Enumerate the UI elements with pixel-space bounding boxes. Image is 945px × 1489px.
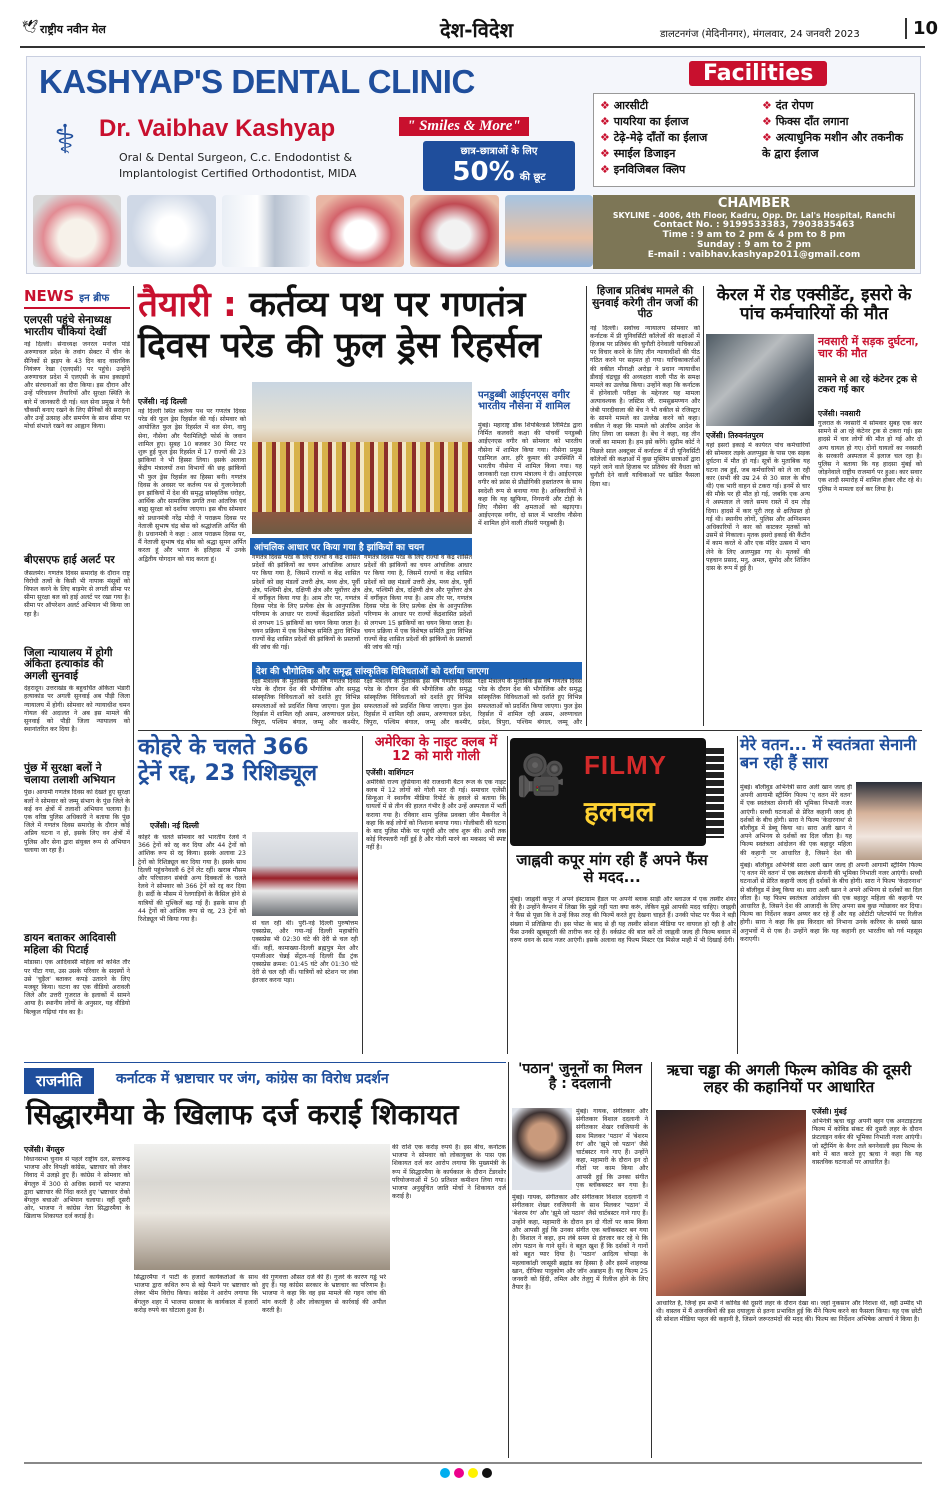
- brief-headline: डायन बताकर आदिवासी महिला की पिटाई: [24, 932, 117, 956]
- lead-body-col4: रक्षा मंत्रालय के मुताबिक इस वर्ष गणतंत्र दिवस परेड के दौरान देश की भौगोलिक और समृद्ध सांस्कृतिक विविधताओं को दर्शाते हुए विभिन्न सफलताओं को प्रदर्शित किया जाएगा। फुल ड्रेस रिहर्सल में शामिल रही असम, अरुणाचल प्रदेश, त्रिपुरा, पश्चिम बंगाल, जम्मू और कश्मीर,: [252, 678, 360, 726]
- tooth-model-photo: [127, 195, 215, 267]
- filmy-banner-title: FILMY: [584, 750, 667, 780]
- navsari-byline: एजेंसी। नवसारी: [818, 409, 861, 418]
- braces-photo: [410, 195, 498, 267]
- news-brief-header: [24, 286, 130, 309]
- facility-item: ❖ अत्याधुनिक मशीन और तकनीक के द्वारा ईलाज: [762, 130, 912, 162]
- lead-body-col3: गणतंत्र दिवस परेड के लिए राज्यों व केंद्र शासित प्रदेशों की झांकियों का चयन आंचलिक आधार पर किया गया है, जिसमें राज्यों व केंद्र शासित प्रदेशों को छह मंडलों उत्तरी क्षेत्र, मध्य क्षेत्र, पूर्वी क्षेत्र, पश्चिमी क्षेत्र, दक्षिणी क्षेत्र और पूर्वोत्तर क्षेत्र में वर्गीकृत किया गया है। आम तौर पर, गणतंत्र दिवस परेड के लिए प्रत्येक क्षेत्र के आनुपातिक परिणाम के आधार पर राज्यों केंद्रशासित प्रदेशों से लगभग 15 झांकियों का चयन किया जाता है। चयन प्रक्रिया में एक विशेषज्ञ समिति द्वारा विभिन्न राज्यों केंद्र शासित प्रदेशों की झांकियों के प्रस्तावों की जांच की गई।: [364, 554, 472, 652]
- brief-item: [24, 763, 130, 929]
- accident-photo: [706, 334, 814, 426]
- sara-story: [740, 736, 922, 1054]
- magenta-dot-icon: [454, 1468, 464, 1478]
- qualification-line2: Implantologist Certified Orthodontist, MIDA: [119, 167, 357, 180]
- pathaan-body: मुंबई। गायक, संगीतकार और संगीतकार विशाल ददलानी ने संगीतकार शेखर रवजियानी के साथ मिलकर 'पठान' में 'बेशरम रंग' और 'झूमे जो पठान' जैसे चार्टबस्टर गाने गाए हैं। उन्होंने कहा, महामारी के दौरान इन दो गीतों पर काम किया और आपसी हुई कि उनका संगीत एक ब्लॉकबस्टर बन गया है। विशाल ने कहा, हम लंबे समय से इंतजार कर रहे थे कि लोग पठान के गाने सुनें। वे बहुत खुश हैं कि दर्शकों ने गानों को बहुत प्यार दिया है। 'पठान' आदित्य चोपड़ा के महत्वाकांक्षी जासूसी ब्रह्मांड का हिस्सा है और इसमें शाहरुख खान, दीपिका पादुकोण और जॉन अब्राहम हैं। यह फिल्म 25 जनवरी को हिंदी, तमिल और तेलुगु में रिलीज होने के लिए तैयार है।: [512, 1194, 648, 1292]
- chamber-title: CHAMBER: [717, 196, 791, 211]
- pathaan-headline: 'पठान' जुनूनों का मिलन है : ददलानी: [518, 1061, 642, 1093]
- dental-photo-strip: [33, 195, 593, 267]
- news-label: NEWS: [24, 287, 75, 305]
- richa-body-col1: अभिनेत्री ऋचा चड्ढा अपनी बहन एक अनटाइटल्ड फिल्म में कोविड संकट की दूसरी लहर के दौरान फ्रंटलाइन वर्कर की भूमिका निभाती नजर आएंगी। जो स्ट्रीमिंग के बैनर तले बननेवाली इस फिल्म के बारे में बात करते हुए ऋचा ने कहा कि यह वास्तविक घटनाओं पर आधारित है।: [812, 1118, 922, 1167]
- brief-body: नई दिल्ली। सेनाध्यक्ष जनरल मनोज पांडे अरुणाचल प्रदेश के तवांग सेक्टर में चीन के सैनिकों से झड़प के 43 दिन बाद वास्तविक नियंत्रण रेखा (एलएसी) पर पहुंचे। उन्होंने अरुणाचल प्रदेश में एलएसी के साथ इकाइयों और संरचनाओं का दौरा किया। इस दौरान और उन्हें परिचालन तैयारियों और सुरक्षा स्थिति के बारे में जानकारी दी गई। थल सेना प्रमुख ने पैनी चौकसी बनाए रखने के लिए सैनिकों की सराहना और उन्हें उत्साह और समर्पण के साथ सीमा पर मोर्चा संभाले रखने का आह्वान किया।: [24, 341, 130, 431]
- politics-body-col1: विधानसभा चुनाव से पहले राष्ट्रीय दल, सत्तारूढ़ भाजपा और विपक्षी कांग्रेस, भ्रष्टाचार को लेकर विवाद में उलझे हुए हैं। कांग्रेस ने सोमवार को बेंगलुरु में 300 से अधिक स्थानों पर भाजपा द्वारा भ्रष्टाचार की निंदा करते हुए 'भ्रष्टाचार रोको बेंगलुरु बचाओ' अभियान चलाया। वहीं दूसरी ओर, भाजपा ने कांग्रेस नेता सिद्धारमैया के खिलाफ शिकायत दर्ज कराई है।: [24, 1156, 130, 1221]
- filmy-banner-subtitle: हलचल: [584, 795, 655, 828]
- fog-byline: एजेंसी। नई दिल्ली: [150, 821, 199, 830]
- fog-body-col1: कोहरे के चलते सोमवार को भारतीय रेलवे ने 366 ट्रेनों को रद्द कर दिया और 44 ट्रेनों को आंशिक रूप से रद्द किया। इसके अलावा 23 ट्रेनों को रिशिड्यूल कर दिया गया है। इसके साथ दिल्ली पहुंचनेवाली 6 ट्रेनें लेट रहीं। खराब मौसम और परिचालन संबंधी अन्य दिक्कतों के चलते रेलवे ने सोमवार को 366 ट्रेनें को रद्द कर दिया है। सर्दी के मौसम में रेलगाड़ियों के कैंसिल होने से यात्रियों की मुश्किलें बढ़ गई हैं। इसके साथ ही 44 ट्रेनों को आंशिक रूप से रद्द, 23 ट्रेनों को रिशेड्यूल भी किया गया है।: [138, 834, 246, 924]
- lead-title-part1: कर्तव्य पथ पर गणतंत्र: [249, 285, 526, 325]
- fog-headline-line1: कोहरे के चलते 366: [138, 735, 309, 760]
- politics-kicker: कर्नाटक में भ्रष्टाचार पर जंग, कांग्रेस का विरोध प्रदर्शन: [116, 1071, 389, 1087]
- dentures-photo: [33, 195, 121, 267]
- chamber-contact: Contact No. : 9199533383, 7903835463: [653, 220, 855, 230]
- offer-percent: 50%: [452, 157, 515, 187]
- lead-byline: एजेंसी। नई दिल्ली: [138, 397, 187, 406]
- lead-story: [138, 286, 582, 726]
- dental-clinic-ad: [26, 56, 921, 274]
- cyan-dot-icon: [440, 1468, 450, 1478]
- parade-photo: [252, 382, 472, 534]
- politics-byline: एजेंसी। बेंगलुरु: [24, 1145, 65, 1154]
- sara-photo: [856, 782, 922, 860]
- chamber-address: SKYLINE - 4006, 4th Floor, Kadru, Opp. Dr. Lal's Hospital, Ranchi: [612, 211, 896, 220]
- lead-headline-line1: [138, 286, 582, 325]
- bird-logo-icon: 🕊: [22, 20, 39, 35]
- facilities-box: [593, 93, 915, 187]
- smile-photo: [316, 195, 404, 267]
- submarine-body: मुंबई। महाराष्ट्र डॉक शिपबिल्डर्स लिमिटेड द्वारा निर्मित कलवरी कक्षा की पांचवीं पनडुब्बी आईएनएस वगीर को सोमवार को भारतीय नौसेना में शामिल किया गया। नौसेना प्रमुख एडमिरल आर. हरि कुमार की उपस्थिति में भारतीय नौसेना में शामिल किया गया। यह जानकारी रक्षा राज्य मंत्रालय ने दी। आईएनएस वगीर को फ्रांस से प्रौद्योगिकी हस्तांतरण के साथ स्वदेशी रूप से बनाया गया है। अधिकारियों ने कहा कि यह खुफिया, निगरानी और टोही के लिए नौसेना की क्षमताओं को बढ़ाएगा। आईएनएस वगीर, दो साल में भारतीय नौसेना में शामिल होने वाली तीसरी पनडुब्बी है।: [478, 422, 582, 528]
- column-divider: [508, 1062, 509, 1458]
- facility-item: ❖ टेढ़े-मेढ़े दाँतों का ईलाज: [600, 130, 760, 146]
- lead-subhead-1: आंचलिक आधार पर किया गया है झांकियों का चयन: [250, 538, 472, 555]
- kerala-headline: केरल में रोड एक्सीडेंट, इसरो के पांच कर्मचारियों की मौत: [716, 285, 912, 324]
- sara-body-top: मुंबई। बॉलीवुड अभिनेत्री सारा अली खान जल्द ही अपनी आगामी स्ट्रीमिंग फिल्म 'ए वतन मेरे वतन' में एक स्वतंत्रता सेनानी की भूमिका निभाती नजर आएंगी। सच्ची घटनाओं से प्रेरित कहानी जल्द ही दर्शकों के बीच होगी। सारा ने फिल्म 'केदारनाथ' से बॉलीवुड में डेब्यू किया था। सारा अली खान ने अपने अभिनय से दर्शकों का दिल जीता है। यह फिल्म स्वतंत्रता आंदोलन की एक बहादुर महिला की कहानी पर आधारित है, जिसने देश की: [740, 784, 852, 857]
- clinic-name: KASHYAP'S DENTAL CLINIC: [39, 63, 475, 100]
- film-projector-icon: 🎥: [516, 753, 566, 799]
- facility-item: ❖ आरसीटी: [600, 98, 760, 114]
- footer-rule: [24, 1462, 922, 1464]
- implant-photo: [222, 195, 310, 267]
- hijab-story: [590, 286, 700, 726]
- offer-suffix: की छूट: [519, 172, 546, 183]
- dateline: डालटनगंज (मेदिनीनगर), मंगलवार, 24 जनवरी 2023: [660, 29, 860, 40]
- politics-label: राजनीति: [24, 1068, 94, 1094]
- navsari-kicker: सामने से आ रहे कंटेनर ट्रक से टकरा गई कार: [818, 375, 917, 395]
- lead-subhead-2: देश की भौगोलिक और समृद्ध सांस्कृतिक विविधताओं को दर्शाया जाएगा: [252, 662, 582, 679]
- film-reel-strip: [706, 748, 724, 838]
- brief-item: [24, 555, 130, 644]
- page-number: 10: [905, 18, 938, 39]
- brief-headline: जिला न्यायालय में होगी अंकिता हत्याकांड की अगली सुनवाई: [24, 646, 113, 682]
- lead-body-col2: गणतंत्र दिवस परेड के लिए राज्यों व केंद्र शासित प्रदेशों की झांकियों का चयन आंचलिक आधार पर किया गया है, जिसमें राज्यों व केंद्र शासित प्रदेशों को छह मंडलों उत्तरी क्षेत्र, मध्य क्षेत्र, पूर्वी क्षेत्र, पश्चिमी क्षेत्र, दक्षिणी क्षेत्र और पूर्वोत्तर क्षेत्र में वर्गीकृत किया गया है। आम तौर पर, गणतंत्र दिवस परेड के लिए प्रत्येक क्षेत्र के आनुपातिक परिणाम के आधार पर राज्यों केंद्रशासित प्रदेशों से लगभग 15 झांकियों का चयन किया जाता है। चयन प्रक्रिया में एक विशेषज्ञ समिति द्वारा विभिन्न राज्यों केंद्र शासित प्रदेशों की झांकियों के प्रस्तावों की जांच की गई।: [252, 554, 360, 652]
- fog-body-col2: से चल रही थीं। पुरी-नई दिल्ली पुरुषोत्तम एक्सप्रेस, और गया-नई दिल्ली महाबोधि एक्सप्रेस भी 02:30 घंटे की देरी से चल रही थीं। वहीं, कामाख्या-दिल्ली ब्रह्मपुत्र मेल और एमजीआर चेन्नई सेंट्रल-नई दिल्ली ग्रैंड ट्रंक एक्सप्रेस क्रमश: 01:45 घंटे और 01:30 घंटे देरी से चल रही थीं। यात्रियों को स्टेशन पर लंबा इंतजार करना पड़ा।: [252, 920, 358, 985]
- horizontal-rule: [138, 730, 922, 731]
- navsari-body: गुजरात के नवसारी में सोमवार सुबह एक कार सामने से आ रहे कंटेनर ट्रक से टकरा गई। इस हादसे में चार लोगों की मौत हो गई और दो अन्य घायल हो गए। दोनों घायलों का नवसारी के सरकारी अस्पताल में इलाज चल रहा है। पुलिस ने बताया कि यह हादसा मुंबई को जोड़नेवाले राष्ट्रीय राजमार्ग पर हुआ। कार सवार एक शादी समारोह में शामिल होकर लौट रहे थे। पुलिस ने मामला दर्ज कर लिया है।: [818, 420, 922, 493]
- parade-rows: [252, 442, 472, 512]
- protest-photo: [134, 1144, 390, 1270]
- kerala-story: [706, 286, 922, 726]
- politics-top-rule: [24, 1062, 506, 1063]
- brief-body: मोडासा। एक आदिवासी महिला को कथित तौर पर पीटा गया, उस उसके परिवार के सदस्यों ने उसे 'चुड़ैल' बताकर कपड़े उतारने के लिए मजबूर किया। घटना का एक वीडियो अरावली जिले और उत्तरी गुजरात के इलाकों में सामने आया है। स्थानीय लोगों के अनुसार, यह वीडियो बिल्कुल गढ़ियां गांव का है।: [24, 959, 130, 1016]
- brief-headline: एलएसी पहुंचे सेनाध्यक्ष भारतीय चौकियां देखीं: [24, 314, 112, 338]
- richa-byline: एजेंसी। मुंबई: [812, 1107, 847, 1116]
- richa-story: [656, 1062, 922, 1458]
- yellow-dot-icon: [468, 1468, 478, 1478]
- fog-headline-line2: ट्रेनें रद्द, 23 रिशिड्यूल: [138, 761, 318, 787]
- facility-item: ❖ फिक्स दाँत लगाना: [762, 114, 912, 130]
- kerala-byline: एजेंसी। तिरुवनंतपुरम: [706, 431, 764, 440]
- facilities-list-left: [600, 98, 760, 178]
- brief-body: देहरादून। उत्तराखंड के बहुचर्चित अंकिता भंडारी हत्याकांड पर अगली सुनवाई अब पौड़ी जिला न्यायालय में होगी। सोमवार को न्यायाधीश चमन गोयल की अदालत ने अब इस मामले की सुनवाई को पौड़ी जिला न्यायालय को स्थानांतरित कर दिया है।: [24, 685, 130, 734]
- lead-body-col5: रक्षा मंत्रालय के मुताबिक इस वर्ष गणतंत्र दिवस परेड के दौरान देश की भौगोलिक और समृद्ध सांस्कृतिक विविधताओं को दर्शाते हुए विभिन्न सफलताओं को प्रदर्शित किया जाएगा। फुल ड्रेस रिहर्सल में शामिल रही असम, अरुणाचल प्रदेश, त्रिपुरा, पश्चिम बंगाल, जम्मू और कश्मीर,: [364, 678, 472, 726]
- usa-headline: अमेरिका के नाइट क्लब में 12 को मारी गोली: [374, 735, 498, 765]
- pathaan-body-top: मुंबई। गायक, संगीतकार और संगीतकार विशाल ददलानी ने संगीतकार शेखर रवजियानी के साथ मिलकर 'पठान' में 'बेशरम रंग' और 'झूमे जो पठान' जैसे चार्टबस्टर गाने गाए हैं। उन्होंने कहा, महामारी के दौरान इन दो गीतों पर काम किया और आपसी हुई कि उनका संगीत एक ब्लॉकबस्टर बन गया है।: [576, 1108, 648, 1189]
- politics-body-col4: की राशि एक करोड़ रुपये है। इस बीच, कर्नाटक भाजपा ने सोमवार को लोकायुक्त के पास एक शिकायत दर्ज कर आरोप लगाया कि मुख्यमंत्री के रूप में सिद्धारमैया के कार्यकाल के दौरान टेंडरशोर परियोजनाओं में 50 प्रतिशत कमीशन लिया गया। भाजपा अनुसूचित जाति मोर्चा ने शिकायत दर्ज कराई है।: [392, 1144, 506, 1201]
- usa-body: अमेरिकी राज्य लुसियाना की राजधानी बैटन रूज के एक नाइट क्लब में 12 लोगों को गोली मार दी गई। समाचार एजेंसी सिन्हुआ ने स्थानीय मीडिया रिपोर्ट के हवाले से बताया कि घायलों में से तीन की हालत गंभीर है और उन्हें अस्पताल में भर्ती कराया गया है। रविवार शाम पुलिस प्रवक्ता जीन मैकनील ने कहा कि कई लोगों को निशाना बनाया गया। गोलीबारी की घटना के बाद पुलिस मौके पर पहुंची और जांच शुरू की। अभी तक कोई गिरफ्तारी नहीं हुई है और गोली मारने का मकसद भी स्पष्ट नहीं है।: [366, 778, 506, 852]
- chamber-email: E-mail : vaibhav.kashyap2011@gmail.com: [647, 250, 861, 260]
- kerala-body-col1: यहां इसरो इकाई में कार्यरत पांच कर्मचारियों की सोमवार तड़के अलप्पुझा के पास एक सड़क दुर्घटना में मौत हो गई। सूत्रों के मुताबिक यह घटना तब हुई, जब कर्मचारियों को ले जा रही कार (सभी की उम्र 24 से 30 साल के बीच थी) एक भारी वाहन से टकरा गई। इनमें से चार की मौके पर ही मौत हो गई, जबकि एक अन्य ने अस्पताल ले जाते समय रास्ते में दम तोड़ दिया। हादसे में कार पूरी तरह से क्षतिग्रस्त हो गई थी। स्थानीय लोगों, पुलिस और अग्निशमन अधिकारियों ने कार को काटकर मृतकों को उसमें से निकाला। मृतक इसरो इकाई की कैंटीन में काम करते थे और एक मंदिर उत्सव में भाग लेने के लिए अलप्पुझा गए थे। मृतकों की पहचान प्रसाद, मनु, अमल, सुमोद और शिजिन दास के रूप में हुई है।: [706, 442, 810, 573]
- section-title: देश-विदेश: [440, 18, 514, 42]
- column-divider: [133, 286, 134, 866]
- doctor-name: Dr. Vaibhav Kashyap: [99, 115, 336, 142]
- column-divider: [507, 736, 508, 1054]
- politics-body-col3: की गुणवत्ता औसत दर्जे की है। गुजरे के कारण गड्ढे भरे हुए हैं। यह कांग्रेस सरकार के भ्रष्टाचार का परिणाम है। भाजपा ने कहा कि वह इस मामले की गहन जांच की मांग करती है और लोकायुक्त से कार्रवाई की अपील करती है।: [262, 1274, 386, 1314]
- facilities-list-right: [762, 98, 912, 162]
- brief-headline: बीएसएफ हाई अलर्ट पर: [24, 554, 115, 567]
- lead-body-col6: रक्षा मंत्रालय के मुताबिक इस वर्ष गणतंत्र दिवस परेड के दौरान देश की भौगोलिक और समृद्ध सांस्कृतिक विविधताओं को दर्शाते हुए विभिन्न सफलताओं को प्रदर्शित किया जाएगा। फुल ड्रेस रिहर्सल में शामिल रही असम, अरुणाचल प्रदेश, त्रिपुरा, पश्चिम बंगाल, जम्मू और: [478, 678, 582, 726]
- column-divider: [651, 1062, 652, 1458]
- column-divider: [703, 286, 704, 726]
- politics-body-col2: सिद्धारमैया ने पार्टी के हजारों कार्यकर्ताओं के साथ भाजपा द्वारा कथित रूप से बड़े पैमाने पर भ्रष्टाचार को लेकर भीम विरोध किया। कांग्रेस ने आरोप लगाया कि बेंगलुरु शहर में भाजपा सरकार के कार्यकाल में हजारों करोड़ रुपये का घोटाला हुआ है।: [134, 1274, 258, 1314]
- chamber-time: Time : 9 am to 2 pm & 4 pm to 8 pm: [662, 230, 846, 240]
- sara-headline: मेरे वतन... में स्वतंत्रता सेनानी बन रही हैं सारा: [740, 735, 917, 772]
- submarine-headline: पनडुब्बी आईएनएस वगीर भारतीय नौसेना में शामिल: [478, 390, 571, 412]
- lead-headline-line2: दिवस परेड की फुल ड्रेस रिहर्सल: [138, 325, 542, 366]
- chamber-box: [593, 195, 915, 269]
- facility-item: ❖ स्माईल डिजाइन: [600, 146, 760, 162]
- brief-headline: पुंछ में सुरक्षा बलों ने चलाया तलाशी अभियान: [24, 762, 116, 786]
- richa-photo: [656, 1110, 806, 1296]
- student-offer: [423, 141, 575, 191]
- qualification-line1: Oral & Dental Surgeon, C.c. Endodontist &: [119, 151, 353, 164]
- sara-body-bottom: मुंबई। बॉलीवुड अभिनेत्री सारा अली खान जल्द ही अपनी आगामी स्ट्रीमिंग फिल्म 'ए वतन मेरे वतन' में एक स्वतंत्रता सेनानी की भूमिका निभाती नजर आएंगी। सच्ची घटनाओं से प्रेरित कहानी जल्द ही दर्शकों के बीच होगी। सारा ने फिल्म 'केदारनाथ' से बॉलीवुड में डेब्यू किया था। सारा अली खान ने अपने अभिनय से दर्शकों का दिल जीता है। यह फिल्म स्वतंत्रता आंदोलन की एक बहादुर महिला की कहानी पर आधारित है, जिसने देश की आजादी के लिए अपना सब कुछ न्योछावर कर दिया। फिल्म का निर्देशन कन्नन अय्यर कर रहे हैं और यह ओटीटी प्लेटफॉर्म पर रिलीज होगी। सारा ने कहा कि इस किरदार को निभाना उनके करियर के सबसे खास अनुभवों में से एक है। उन्होंने कहा कि यह कहानी हर भारतीय को गर्व महसूस कराएगी।: [740, 862, 922, 943]
- color-registration-marks: [440, 1468, 510, 1480]
- filmy-headline: जाह्नवी कपूर मांग रही हैं अपने फैंस से मदद...: [516, 851, 708, 886]
- caduceus-icon: ⚕: [54, 117, 76, 163]
- brief-item: [24, 648, 130, 760]
- column-divider: [737, 736, 738, 1054]
- richa-body-col2: आधारित है, जिन्हें हम सभी ने कोविड की दूसरी लहर के दौरान देखा था। जहां नुकसान और निराशा थी, वहीं उम्मीद भी थी। वास्तव में मैं अजनबियों की इस दयालुता से इतना प्रभावित हुई कि मैंने फिल्म करने का फैसला किया। यह एक छोटी सी सोशल मीडिया पहल की कहानी है, जिसने जरूरतमंदों की मदद की। फिल्म का निर्देशन अभिषेक आचार्य ने किया है।: [656, 1300, 922, 1324]
- usa-shooting-story: [366, 736, 506, 1054]
- dadlani-photo: [512, 1108, 572, 1190]
- brief-item: [24, 315, 130, 551]
- facility-item: ❖ पायरिया का ईलाज: [600, 114, 760, 130]
- hijab-body: नई दिल्ली। सर्वोच्च न्यायालय सोमवार को कर्नाटक में प्री यूनिवर्सिटी कॉलेजों की कक्षाओं में हिजाब पर प्रतिबंध की चुनौती देनेवाली याचिकाओं पर विचार करने के लिए तीन न्यायाधीशों की पीठ गठित करने पर सहमत हो गया। याचिकाकर्ताओं की वकील मीनाक्षी अरोड़ा ने प्रधान न्यायाधीश डीवाई चंद्रचूड़ की अध्यक्षता वाली पीठ के समक्ष मामले का उल्लेख किया। उन्होंने कहा कि कर्नाटक में होनेवाली परीक्षा के मद्देनजर यह मामला अत्यावश्यक है। जस्टिस जी. रामसुब्रमण्यन और जेबी पारदीवाला की बेंच ने भी वकील से रजिस्ट्रार के सामने मामले का उल्लेख करने को कहा। वकील ने कहा कि मामले को अंतरिम आदेश के लिए लिया जा सकता है। बेंच ने कहा, वह तीन जजों का मामला है। हम इसे करेंगे। सुप्रीम कोर्ट ने पिछले साल अक्टूबर में कर्नाटक में प्री यूनिवर्सिटी कॉलेजों की कक्षाओं में कुछ मुस्लिम छात्राओं द्वारा पहने जाने वाले हिजाब पर प्रतिबंध की वैधता को चुनौती देने वाली याचिकाओं पर खंडित फैसला दिया था।: [590, 324, 700, 488]
- facilities-title: Facilities: [689, 61, 827, 86]
- column-divider: [362, 736, 363, 1054]
- richa-headline: ऋचा चड्ढा की अगली फिल्म कोविड की दूसरी लहर की कहानियों पर आधारित: [666, 1061, 912, 1096]
- politics-headline: सिद्धारमैया के खिलाफ दर्ज कराई शिकायत: [26, 1098, 459, 1131]
- filmy-body: मुंबई। जाह्नवी कपूर ने अपने इंस्टाग्राम हैंडल पर अपनी ब्लाक साड़ी और ब्लाउज में एक तस्वीर शेयर की है। उन्होंने कैप्शन में लिखा कि मुझे नहीं पता क्या करूं, लेकिन मुझे आपकी मदद चाहिए। जाह्नवी ने फैंस से पूछा कि वे उन्हें किस तरह की फिल्में करते हुए देखना चाहते हैं। उनकी पोस्ट पर फैंस ने बड़ी संख्या में प्रतिक्रिया दी। इस पोस्ट के बाद से ही यह तस्वीर सोशल मीडिया पर वायरल हो रही है और फैंस उनकी खूबसूरती की तारीफ कर रहे हैं। वर्कफ्रंट की बात करें तो जाह्नवी जल्द ही फिल्म बवाल में वरुण धवन के साथ नजर आएंगी। इसके अलावा वह फिल्म मिस्टर एंड मिसेज माही में भी दिखाई देंगी।: [510, 896, 736, 945]
- brief-item: [24, 933, 130, 1069]
- facility-item: ❖ दंत रोपण: [762, 98, 912, 114]
- lead-body-col1: नई दिल्ली स्थित कर्तव्य पथ पर गणतंत्र दिवस परेड की फुल ड्रेस रिहर्सल की गई। सोमवार को आयोजित फुल ड्रेस रिहर्सल में थल सेना, वायु सेना, नौसेना और पैरामिलिट्री फोर्स के जवान शामिल हुए। सुबह 10 बजकर 30 मिनट पर शुरू हुई फुल ड्रेस रिहर्सल में 17 राज्यों की 23 झांकियां ने भी हिस्सा लिया। इसके अलावा केंद्रीय मंत्रालयों तथा विभागों की छह झांकियों भी फुल ड्रेस रिहर्सल का हिस्सा बनी। गणतंत्र दिवस के अवसर पर कर्तव्य पथ से गुजरनेवाली इन झांकियों में देश की समृद्ध सांस्कृतिक धरोहर, आर्थिक और सामाजिक प्रगति तथा आंतरिक एवं बाह्य सुरक्षा को दर्शाया जाएगा। इस बीच सोमवार को प्रधानमंत्री नरेंद्र मोदी ने पराक्रम दिवस पर नेताजी सुभाष चंद्र बोस को श्रद्धांजलि अर्पित की है। प्रधानमंत्री ने कहा : आज पराक्रम दिवस पर, मैं नेताजी सुभाष चंद्र बोस को श्रद्धा सुमन अर्पित करता हूं और भारत के इतिहास में उनके अद्वितीय योगदान को याद करता हूं।: [138, 408, 246, 563]
- train-photo: [252, 832, 358, 916]
- column-divider: [586, 286, 587, 726]
- hijab-headline: हिजाब प्रतिबंध मामले की सुनवाई करेगी तीन जजों की पीठ: [592, 285, 698, 321]
- navsari-headline: नवसारी में सड़क दुर्घटना, चार की मौत: [818, 335, 919, 361]
- tagline: " Smiles & More": [399, 117, 529, 136]
- brief-body: पुंछ। आगामी गणतंत्र दिवस को देखते हुए सुरक्षा बलों ने सोमवार को जम्मू संभाग के पुंछ जिले के कई वन क्षेत्रों में तलाशी अभियान चलाया है। एक वरिष्ठ पुलिस अधिकारी ने बताया कि पुंछ जिले में गणतंत्र दिवस समारोह के दौरान कोई अप्रिय घटना न हो, इसके लिए वन क्षेत्रों में पुलिस और सेना द्वारा संयुक्त रूप से अभियान चलाया जा रहा है।: [24, 789, 130, 854]
- newspaper-logo: राष्ट्रीय नवीन मेल: [40, 23, 106, 36]
- chamber-sunday: Sunday : 9 am to 2 pm: [696, 240, 812, 250]
- lead-kicker: तैयारी :: [138, 285, 237, 325]
- child-photo: [505, 195, 593, 267]
- brief-label: इन ब्रीफ: [79, 293, 110, 304]
- offer-text: छात्र-छात्राओं के लिए: [460, 146, 538, 157]
- facility-item: ❖ इनविजिबल क्लिप: [600, 162, 760, 178]
- black-dot-icon: [482, 1468, 492, 1478]
- filmy-banner: [510, 738, 706, 846]
- brief-body: जैसलमेर। गणतंत्र दिवस समारोह के दौरान राष्ट्र विरोधी तत्वों के किसी भी नापाक मंसूबों को विफल करने के लिए बाड़मेर से लगती सीमा पर सीमा सुरक्षा बल को हाई अलर्ट पर रखा गया है। सीमा पर ऑपरेशन अलर्ट अभियान भी किया जा रहा है।: [24, 569, 130, 618]
- masthead: [20, 14, 939, 48]
- usa-byline: एजेंसी। वाशिंगटन: [366, 767, 414, 777]
